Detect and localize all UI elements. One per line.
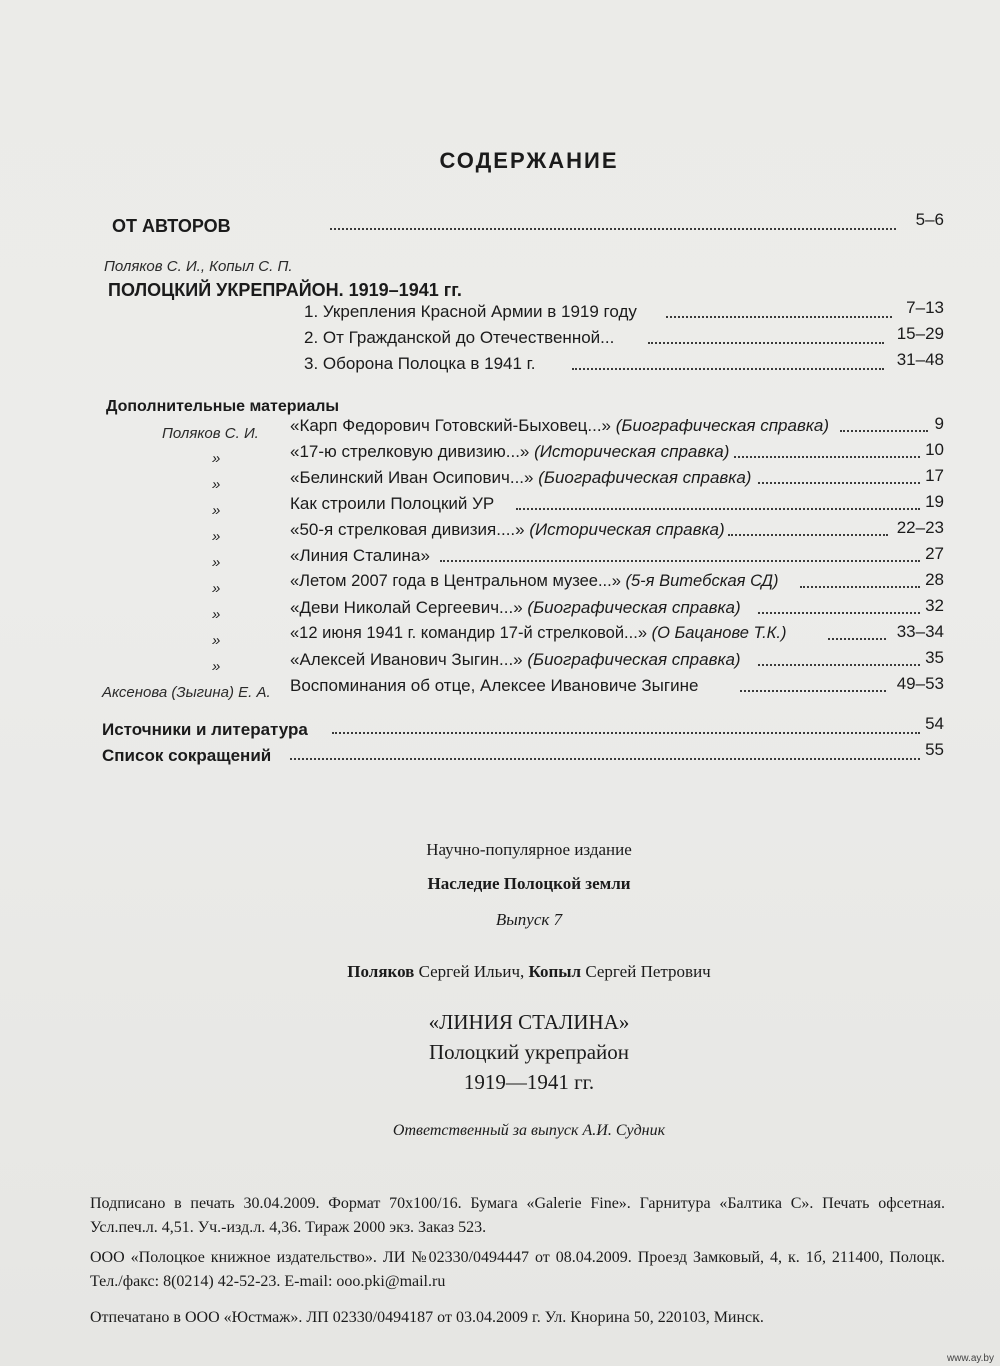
extra-item	[290, 624, 787, 643]
colophon-authors	[0, 962, 1000, 982]
extra-item-note: (Биографическая справка)	[527, 598, 741, 617]
extra-item	[290, 598, 741, 618]
author-surname: Поляков	[347, 962, 415, 981]
toc-chapter-3: 3. Оборона Полоцка в 1941 г.	[304, 354, 536, 373]
leader-dots	[758, 662, 920, 666]
extra-item-pages: 10	[925, 440, 944, 459]
extra-item	[290, 468, 751, 488]
extra-item	[290, 650, 741, 670]
extra-item-pages: 33–34	[896, 622, 944, 641]
toc-sources-pages: 54	[925, 714, 944, 733]
extra-item-pages: 17	[925, 466, 944, 485]
extra-item-note: (Биографическая справка)	[615, 416, 829, 435]
extra-item	[290, 572, 779, 591]
ditto-mark: »	[212, 554, 221, 571]
extra-item-pages: 27	[925, 544, 944, 563]
extra-item-text: «Летом 2007 года в Центральном музее...»	[290, 572, 621, 590]
toc-from-authors: ОТ АВТОРОВ	[112, 216, 231, 236]
ditto-mark: »	[212, 632, 221, 649]
leader-dots	[516, 506, 920, 510]
extra-item-text: «12 июня 1941 г. командир 17-й стрелковой...»	[290, 624, 647, 642]
extra-item-pages: 32	[925, 596, 944, 615]
extra-item-note: (Биографическая справка)	[538, 468, 752, 487]
extra-item-note: (О Бацанове Т.К.)	[651, 624, 787, 642]
extra-item-note: (5-я Витебская СД)	[625, 572, 779, 590]
page-title: СОДЕРЖАНИЕ	[439, 148, 619, 173]
extra-item-text: «Белинский Иван Осипович...»	[290, 468, 534, 487]
toc-chapter-1-pages: 7–13	[906, 298, 944, 317]
book-subtitle: Полоцкий укрепрайон	[428, 1040, 630, 1064]
book-years: 1919—1941 гг.	[463, 1070, 595, 1094]
extra-item-text: «Деви Николай Сергеевич...»	[290, 598, 523, 617]
extra-item-pages: 28	[925, 570, 944, 589]
author-surname: Копыл	[528, 962, 582, 981]
toc-chapter-1: 1. Укрепления Красной Армии в 1919 году	[304, 302, 637, 321]
leader-dots	[332, 730, 920, 734]
toc-chapter-2: 2. От Гражданской до Отечественной...	[304, 328, 615, 347]
ditto-mark: »	[212, 580, 221, 597]
imprint-printer: Отпечатано в ООО «Юстмаж». ЛП 02330/0494187 от 03.04.2009 г. Ул. Кнорина 50, 220103, Минск.	[90, 1309, 764, 1326]
leader-dots	[758, 480, 920, 484]
author-name: Сергей Петрович	[585, 962, 711, 981]
imprint-publisher: ООО «Полоцкое книжное издательство». ЛИ №02330/0494447 от 08.04.2009. Проезд Замковый, 4, к. 1б, 211400, Полоцк. Тел./факс: 8(0214) 42-52-23. E-mail: ooo.pki@mail.ru	[90, 1249, 945, 1290]
extra-item-note: (Историческая справка)	[534, 442, 730, 461]
toc-chapter-3-pages: 31–48	[896, 350, 944, 369]
toc-abbreviations-pages: 55	[925, 740, 944, 759]
leader-dots	[572, 366, 884, 370]
colophon-issue: Выпуск 7	[495, 910, 563, 929]
extra-item-pages: 19	[925, 492, 944, 511]
extra-item-text: Воспоминания об отце, Алексее Ивановиче Зыгине	[290, 676, 699, 695]
extra-item	[290, 416, 829, 436]
extra-item-text: «17-ю стрелковую дивизию...»	[290, 442, 530, 461]
extra-item-pages: 9	[934, 414, 944, 433]
leader-dots	[666, 314, 892, 318]
leader-dots	[840, 428, 928, 432]
book-title: «ЛИНИЯ СТАЛИНА»	[428, 1010, 630, 1034]
ditto-mark: »	[212, 658, 221, 675]
extra-item-text: «Карп Федорович Готовский-Быховец...»	[290, 416, 612, 435]
extra-item-text: «Линия Сталина»	[290, 546, 430, 565]
leader-dots	[728, 532, 888, 536]
extra-item-author: Поляков С. И.	[162, 425, 259, 442]
toc-chapter-2-pages: 15–29	[896, 324, 944, 343]
extra-item-text: «50-я стрелковая дивизия....»	[290, 520, 525, 539]
leader-dots	[740, 688, 886, 692]
extra-item-text: Как строили Полоцкий УР	[290, 494, 495, 513]
extra-item-pages: 22–23	[896, 518, 944, 537]
colophon-series: Наследие Полоцкой земли	[427, 874, 631, 893]
leader-dots	[330, 226, 896, 230]
ditto-mark: »	[212, 528, 221, 545]
extra-heading: Дополнительные материалы	[106, 398, 340, 415]
toc-from-authors-pages: 5–6	[915, 210, 944, 229]
ditto-mark: »	[212, 476, 221, 493]
extra-item-pages: 35	[925, 648, 944, 667]
toc-sources: Источники и литература	[102, 720, 308, 739]
extra-item	[290, 520, 725, 540]
extra-item-author: Аксенова (Зыгина) Е. А.	[102, 684, 271, 701]
colophon-genre: Научно-популярное издание	[426, 840, 632, 859]
leader-dots	[290, 756, 920, 760]
leader-dots	[800, 584, 920, 588]
watermark: www.ay.by	[946, 1353, 994, 1364]
extra-item-text: «Алексей Иванович Зыгин...»	[290, 650, 523, 669]
imprint-print-details: Подписано в печать 30.04.2009. Формат 70х100/16. Бумага «Galerie Fine». Гарнитура «Балтика С». Печать офсетная. Усл.печ.л. 4,51. Уч.-изд.л. 4,36. Тираж 2000 экз. Заказ 523.	[90, 1195, 945, 1236]
author-name: Сергей Ильич,	[418, 962, 525, 981]
toc-abbreviations: Список сокращений	[102, 746, 272, 765]
ditto-mark: »	[212, 450, 221, 467]
ditto-mark: »	[212, 606, 221, 623]
main-part-title: ПОЛОЦКИЙ УКРЕПРАЙОН. 1919–1941 гг.	[108, 280, 462, 300]
extra-item	[290, 442, 729, 462]
extra-item-note: (Историческая справка)	[529, 520, 725, 539]
leader-dots	[734, 454, 920, 458]
extra-item-pages: 49–53	[896, 674, 944, 693]
extra-item	[290, 494, 494, 514]
main-part-authors: Поляков С. И., Копыл С. П.	[104, 258, 293, 275]
leader-dots	[828, 636, 886, 640]
responsible-editor: Ответственный за выпуск А.И. Судник	[392, 1122, 666, 1139]
extra-item	[290, 676, 698, 696]
leader-dots	[648, 340, 884, 344]
leader-dots	[440, 558, 920, 562]
extra-item-note: (Биографическая справка)	[527, 650, 741, 669]
extra-item	[290, 546, 430, 566]
leader-dots	[758, 610, 920, 614]
ditto-mark: »	[212, 502, 221, 519]
